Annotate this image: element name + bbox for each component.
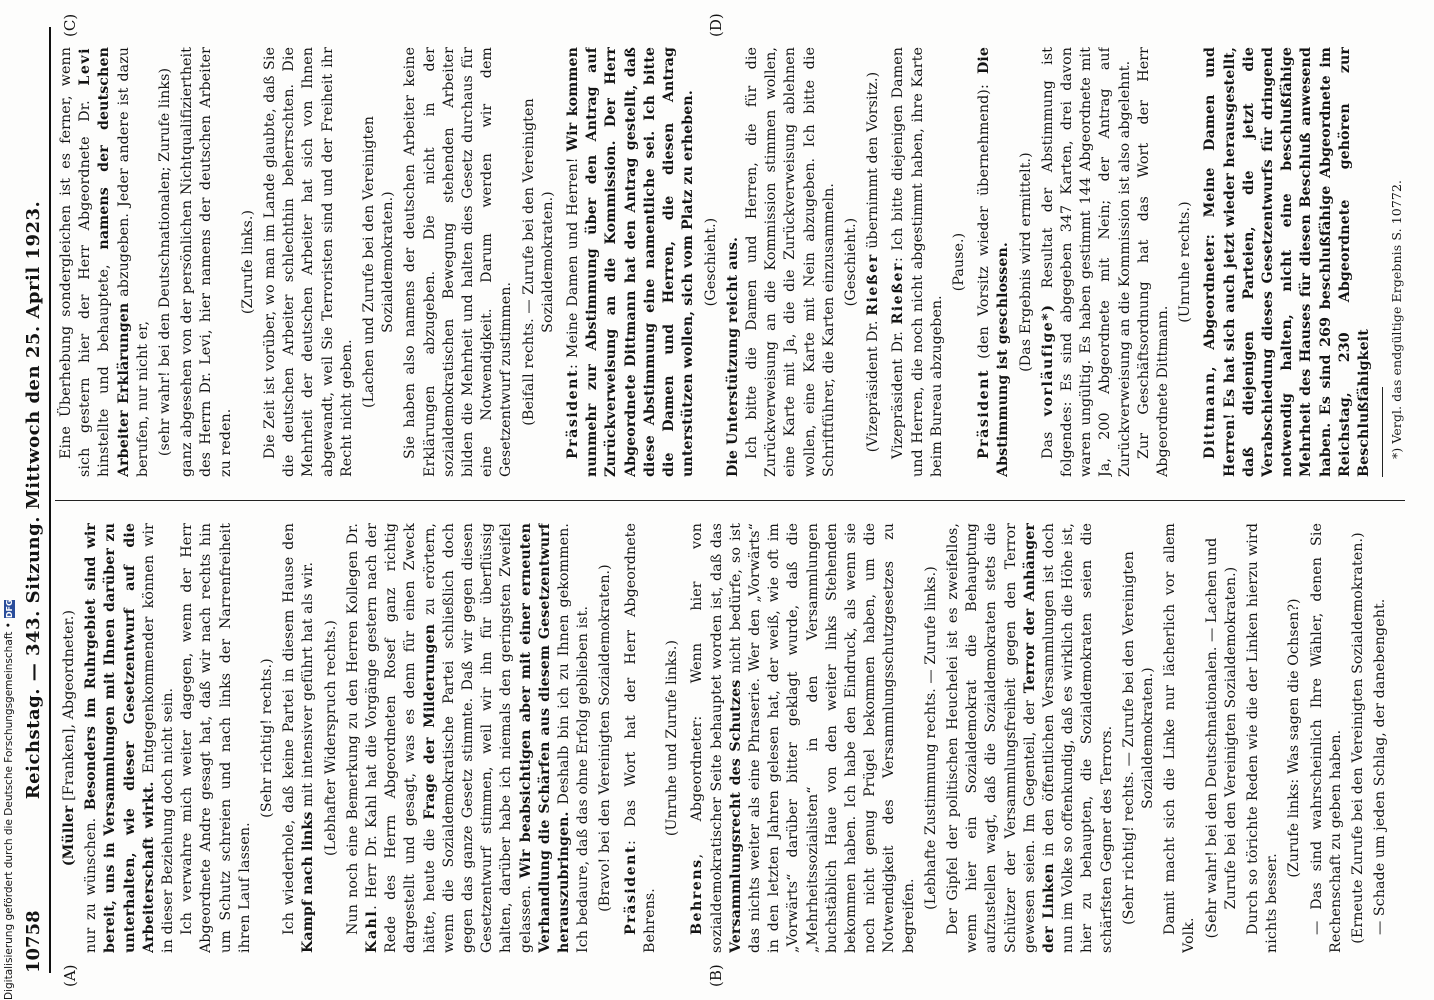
text: . Herr Dr. Kahl hat die Vorgänge gestern nach der Rede des Herrn Abgeordneten Rosef ganz richtig dargestellt und gesagt, was es denn für einen Zweck hätte, heute die — [364, 523, 438, 953]
speaker-name: Präsident — [622, 844, 639, 935]
interjection: (Geschieht.) — [842, 217, 859, 307]
text: nur zu wünschen. — [83, 810, 100, 953]
paragraph: — Das sind wahrscheinlich Ihre Wähler, denen Sie Rechenschaft zu geben haben. — [1308, 523, 1344, 953]
speaker-name: Präsident — [976, 368, 993, 459]
paragraph — [688, 523, 918, 953]
paragraph: Damit macht sich die Linke nur lächerlich vor allem Volk. — [1162, 523, 1198, 953]
interjection: (Unruhe rechts.) — [1177, 201, 1194, 323]
bold-text: Die Abstimmung ist geschlossen. — [976, 47, 1012, 477]
speaker-name: Rießer — [865, 253, 882, 316]
margin-mark-c: (C) — [61, 13, 79, 37]
paragraph — [1201, 47, 1374, 477]
paragraph: — Schade um jeden Schlag, der danebengeht. — [1372, 598, 1389, 935]
text: Vizepräsident Dr. — [890, 324, 907, 459]
text: (Vizepräsident Dr. — [865, 315, 882, 453]
speaker-name: Behrens — [689, 858, 706, 935]
text: , Abgeordneter: Wenn hier von sozialdemokratischer Seite behauptet worden ist, daß das — [689, 523, 725, 953]
text: Ich wiederhole, daß keine Partei in diesem Hause den — [281, 523, 298, 935]
paragraph — [1039, 47, 1135, 477]
paragraph: Durch so törichte Reden wie die der Linken hierzu wird nichts besser. — [1244, 523, 1281, 953]
page-number: 10758 — [23, 910, 44, 973]
text: Deshalb bin ich zu Ihnen gekommen. Ich bedaure, daß das ohne Erfolg geblieben ist. — [556, 523, 592, 953]
interjection: (Lebhafter Widerspruch rechts.) — [322, 619, 339, 857]
interjection: (Das Ergebnis wird ermittelt.) — [1017, 152, 1034, 372]
interjection: (Zurufe links: Was sagen die Ochsen?) — [1286, 598, 1303, 878]
credit-text: Digitalisierung gefördert durch die Deutsche Forschungsgemeinschaft • — [3, 622, 15, 1000]
text: : Ich bitte diejenigen Damen und Herren, die noch nicht abgestimmt haben, ihre Karte beim Bureau abzugeben. — [890, 47, 945, 477]
paragraph — [82, 523, 178, 953]
text: : Meine Damen und Herren! — [565, 151, 582, 369]
bold-text: vorläufige*) — [1039, 303, 1056, 417]
text: Das — [1039, 416, 1056, 459]
interjection: (Sehr richtig! rechts.) — [259, 658, 276, 818]
bold-text: Wir kommen nunmehr zur Abstimmung über den Antrag auf Zurückverweisung an die Kommission. Der Herr Abgeordnete Dittmann hat den Antrag gestellt, daß diese Abstimmung eine namentliche sei. Ich bitte die Damen und Herren, die diesen Antrag unterstützen wollen, sich vom Platz zu erheben. — [565, 47, 697, 477]
bold-text: Terror der Anhänger der Linken — [1021, 523, 1057, 953]
digitization-credit — [2, 0, 16, 1000]
paragraph: Sie haben also namens der deutschen Arbeiter keine Erklärungen abzugeben. Die nicht in der sozialdemokratischen Bewegung stehenden Arbeiter bilden die Mehrheit und halten dies Gesetz durchaus für eine Notwendigkeit. Darum werden wir dem Gesetzentwurf zustimmen. — [402, 47, 515, 477]
interjection: (Lebhafte Zustimmung rechts. — Zurufe links.) — [922, 566, 939, 910]
speaker-name: Präsident — [565, 368, 582, 459]
text: : Das Wort hat der Herr Abgeordnete Behrens. — [622, 523, 658, 953]
newspaper-page — [17, 5, 1417, 995]
interjection: (Bravo! bei den Vereinigten Sozialdemokraten.) — [597, 564, 614, 912]
text: in den öffentlichen Versammlungen ist doch nun im Volke so offenkundig, daß es wirklich die Höhe ist, hier zu behaupten, die Sozialdemokraten seien die schärfsten Gegner des Terrors. — [1040, 523, 1115, 953]
interjection: (Sehr richtig! rechts. — Zurufe bei den Vereinigten Sozialdemokraten.) — [1120, 551, 1156, 925]
margin-mark-a: (A) — [61, 964, 79, 987]
text: Der Gipfel der politischen Heuchelei ist es zweifellos, wenn hier ein Sozialdemokrat die Behauptung aufzustellen wagt, daß die Sozialdemokraten stets die Schützer der Versammlungsfreiheit gegen den Terror gewesen seien. Im Gegenteil, der — [944, 523, 1038, 953]
speaker-role: [Franken], Abgeordneter.) — [61, 609, 77, 806]
interjection: (Erneute Zurufe bei den Vereinigten Sozialdemokraten.) — [1350, 532, 1366, 944]
paragraph — [564, 47, 698, 477]
bold-text: Versammlungsrecht des Schutzes — [727, 679, 744, 953]
bold-text: Frage der Milderungen — [421, 623, 438, 820]
page-header — [23, 27, 51, 973]
interjection: (Lachen und Zurufe bei den Vereinigten Sozialdemokraten.) — [361, 116, 397, 408]
paragraph — [280, 523, 318, 953]
paragraph — [622, 523, 660, 953]
interjection — [864, 47, 883, 477]
paragraph — [944, 523, 1117, 953]
paragraph: Zur Geschäftsordnung hat das Wort der Herr Abgeordnete Dittmann. — [1135, 47, 1171, 477]
text: nicht bedürfe, so ist das nichts weiter als eine Phraserie. Wer den „Vorwärts“ in den letzten Jahren gelesen hat, der weiß, wie oft im „Vorwärts“ darüber bitter geklagt wurde, daß die „Mehrheitssozialisten“ in den Versammlungen buchstäblich Haue von den weiter links Stehenden bekommen haben. Ich habe den Eindruck, als wenn sie noch nicht genug Prügel bekommen haben, um die Notwendigkeit des Versammlungsschutzgesetzes zu begreifen. — [727, 523, 917, 953]
margin-mark-b: (B) — [707, 964, 725, 987]
paragraph: ganz abgesehen von der persönlichen Nichtqualifiziertheit des Herrn Dr. Levi, hier namens der deutschen Arbeiter zu reden. — [179, 47, 234, 477]
text: hinstellte und behauptete, — [96, 249, 113, 477]
footnote-rule — [1382, 387, 1383, 477]
paragraph: Die Zeit ist vorüber, wo man im Lande glaubte, daß Sie die deutschen Arbeiter schlechthin beherrschten. Die Mehrheit der deutschen Arbeiter hat sich von Ihnen abgewandt, weil Sie Terroristen sind und der Freiheit ihr Recht nicht geben. — [262, 47, 355, 477]
dfg-logo: DFG — [4, 599, 14, 619]
interjection: (Zurufe links.) — [239, 209, 256, 315]
paragraph: Ich bitte die Damen und Herren, die für die Zurückverweisung an die Kommission stimmen wollen, eine Karte mit Ja, die die Zurückverweisung ablehnen wollen, eine Karte mit Nein abzugeben. Ich bitte die Schriftführer, die Karten einzusammeln. — [743, 47, 837, 477]
interjection: (Geschieht.) — [702, 217, 719, 307]
text: Nun noch eine Bemerkung zu den Herren Kollegen Dr. — [344, 523, 361, 935]
paragraph: Ich verwahre mich weiter dagegen, wenn der Herr Abgeordnete Andre gesagt hat, daß wir nach rechts hin um Schutz schreien und nach links der Narrenfreiheit ihren Lauf lassen. — [179, 523, 253, 953]
speaker-name: Kahl — [364, 909, 381, 953]
interjection: (Pause.) — [950, 232, 967, 292]
column-divider — [55, 500, 1405, 501]
footnote: *) Vergl. das endgültige Ergebnis S. 10772. — [1389, 179, 1405, 459]
text: mit intensiver geführt hat als wir. — [300, 561, 317, 812]
bold-text: , Abgeordneter: Meine Damen und Herren! Es hat sich auch jetzt wieder herausgestellt, daß diejenigen Parteien, die jetzt die Verabschiedung dieses Gesetzentwurfs für dringend notwendig halten, nicht eine beschlußfähige Mehrheit des Hauses für diesen Beschluß anwesend haben. Es sind 269 beschlußfähige Abgeordnete im Reichstag, 230 Abgeordnete gehören zur Beschlußfähigkeit — [1202, 47, 1372, 477]
margin-mark-d: (D) — [707, 13, 725, 37]
speaker-name: Levi — [77, 47, 94, 86]
bold-text: Besonders im Ruhrgebiet sind wir bereit, uns in Versammlungen mit Ihnen darüber zu unterhalten, wie dieser Gesetzentwurf auf die Arbeiterschaft wirkt. — [83, 523, 157, 953]
paragraph — [889, 47, 947, 477]
bold-text: namens der deutschen Arbeiter Erklärungen — [96, 47, 132, 477]
paragraph — [975, 47, 1013, 477]
interjection: (Sehr wahr! bei den Deutschnationalen. — Lachen und Zurufe bei den Vereinigten Sozialdemokraten.) — [1203, 537, 1239, 939]
text: übernimmt den Vorsitz.) — [865, 71, 882, 254]
text: (den Vorsitz wieder übernehmend): — [976, 74, 993, 369]
speaker-name: (Müller — [61, 805, 77, 867]
speaker-name: Rießer — [890, 262, 907, 325]
bold-text: Wir beabsichtigen aber mit einer erneuten Verhandlung die Schärfen aus diesem Gesetzentwurf herauszubringen. — [517, 523, 573, 953]
paragraph — [344, 523, 594, 953]
right-column — [57, 47, 1409, 477]
page-title: Reichstag. — 343. Sitzung. Mittwoch den 25. April 1923. — [23, 200, 44, 800]
text: Eine Überhebung sondergleichen ist es ferner, wenn sich gestern hier der Herr Abgeordnete Dr. — [58, 47, 94, 477]
bold-text: Kampf nach links — [300, 811, 317, 953]
speaker-name: Dittmann — [1202, 371, 1219, 459]
left-column — [57, 523, 1409, 953]
paragraph — [57, 47, 153, 477]
text: Entgegenkommender können wir in dieser Beziehung doch nicht sein. — [140, 523, 177, 953]
interjection: (Unruhe und Zurufe links.) — [664, 639, 681, 837]
paragraph: Die Unterstützung reicht aus. — [724, 236, 741, 477]
interjection: (sehr wahr! bei den Deutschnationalen; Zurufe links) — [157, 67, 174, 457]
speaker-continuation — [60, 523, 79, 953]
text: zu erörtern, wenn die Sozialdemokratische Partei schließlich doch gegen das ganze Gesetz stimmte. Daß wir gegen diesen Gesetzentwurf stimmen, weil wir ihn für überflüssig halten, darüber habe ich niemals den geringsten Zweifel gelassen. — [421, 523, 534, 953]
text: Resultat der Abstimmung ist folgendes: Es sind abgegeben 347 Karten, drei davon waren ungültig. Es haben gestimmt 144 Abgeordnete mit Ja, 200 Abgeordnete mit Nein; der Antrag auf Zurückverweisung an die Kommission ist also abgelehnt. — [1039, 47, 1133, 477]
interjection: (Beifall rechts. — Zurufe bei den Vereinigten Sozialdemokraten.) — [520, 98, 556, 426]
text: abzugeben. Jeder andere ist dazu berufen, nur nicht er, — [115, 47, 151, 477]
